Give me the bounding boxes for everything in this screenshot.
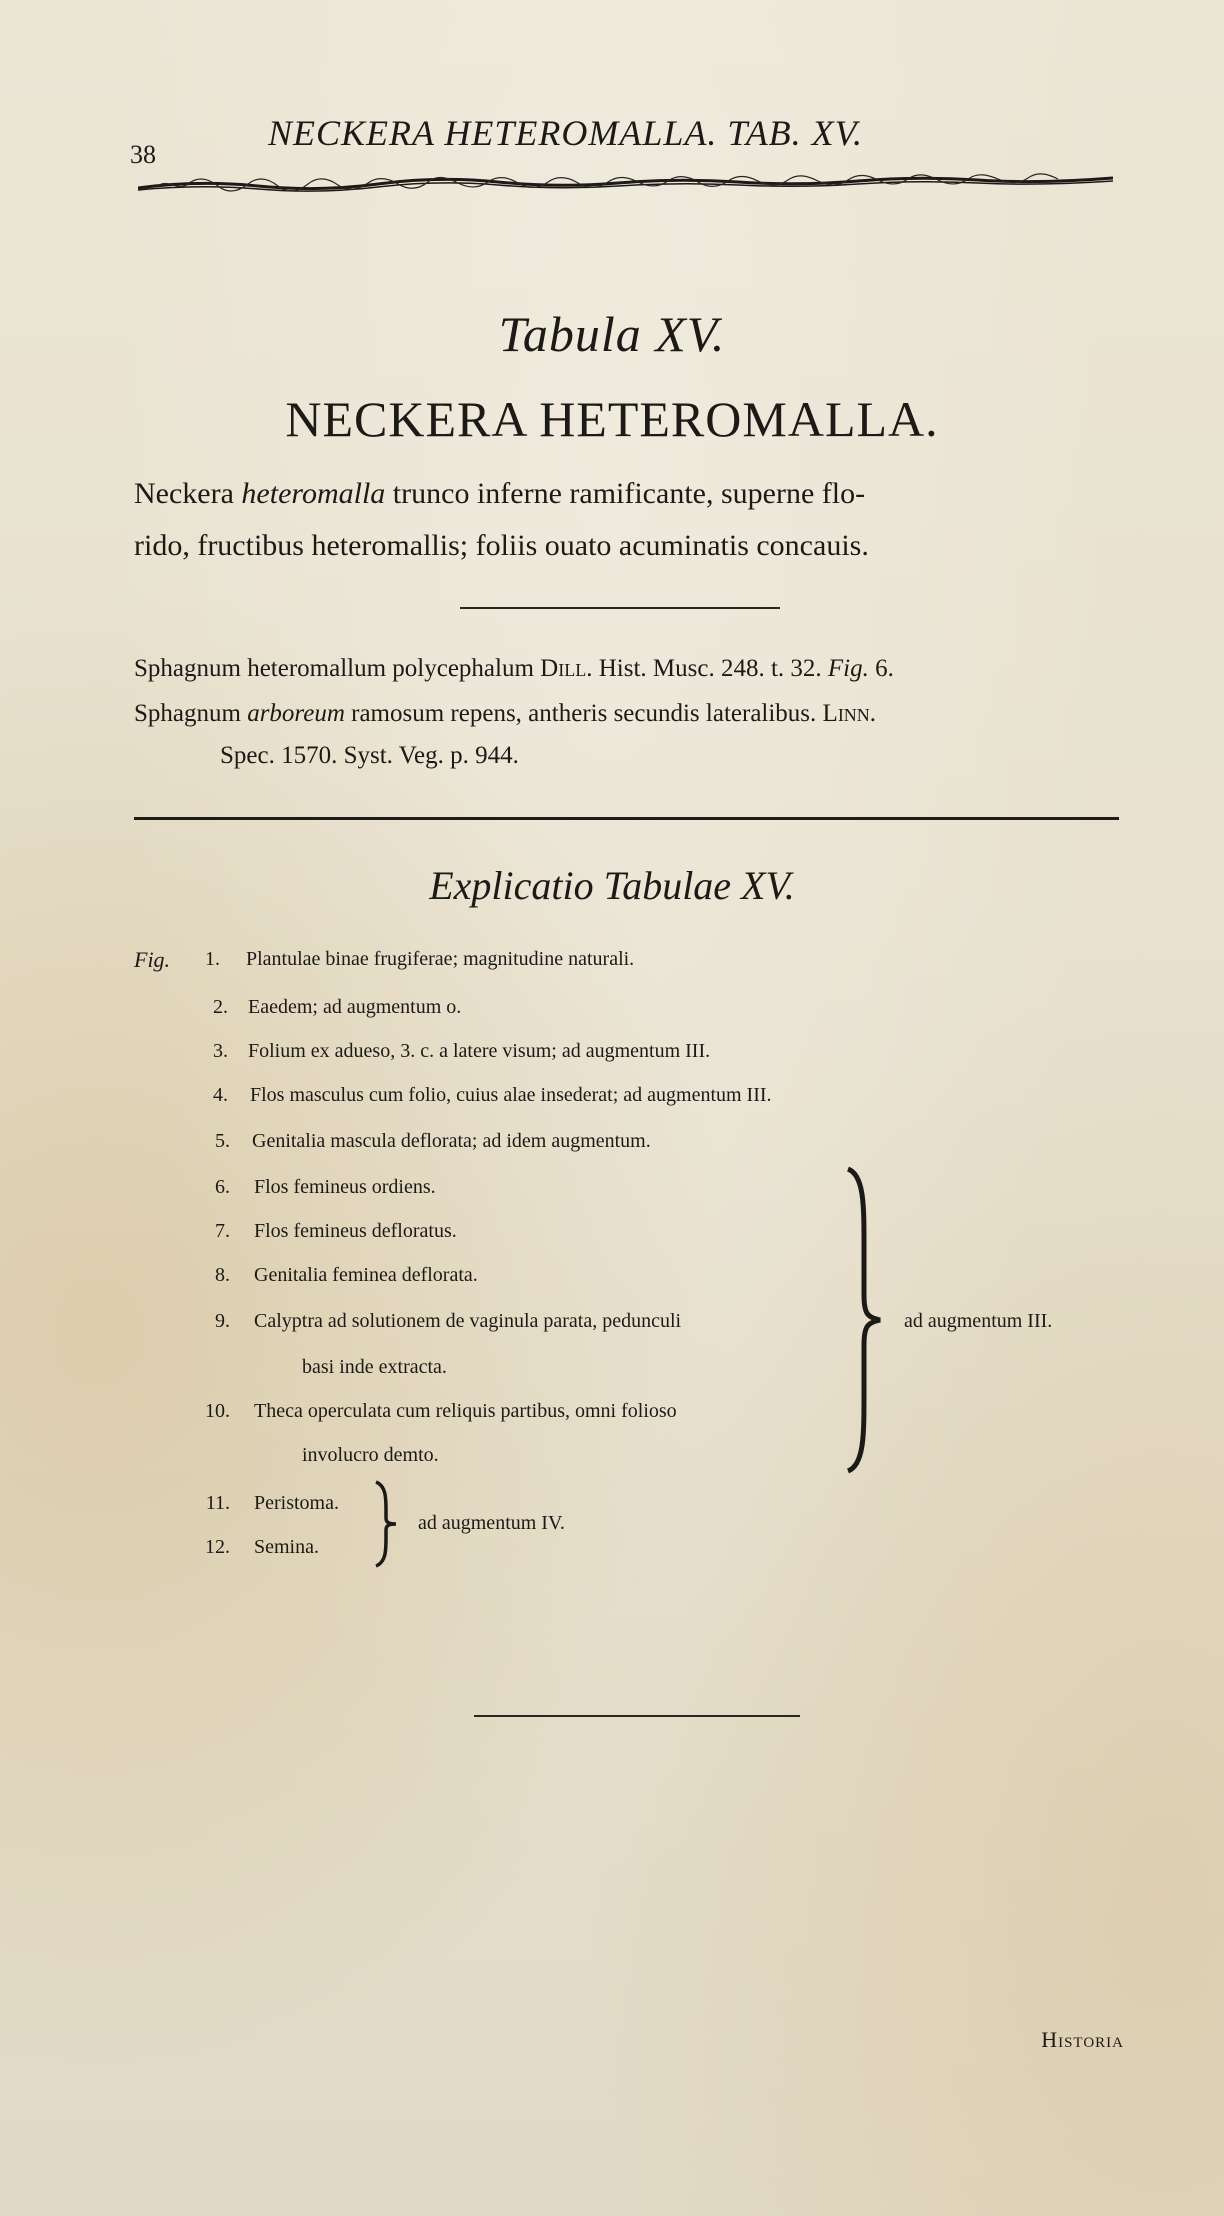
- fig-description-continued: basi inde extracta.: [302, 1356, 447, 1378]
- fig-number: 1.: [205, 948, 220, 970]
- fig-number: 11.: [205, 1492, 230, 1514]
- fig-description: Genitalia mascula deflorata; ad idem augmentum.: [252, 1130, 651, 1152]
- fig-description-continued: involucro demto.: [302, 1444, 439, 1466]
- diagnosis-line-2: rido, fructibus heteromallis; foliis ouato acuminatis concauis.: [134, 529, 869, 562]
- fig-number: 4.: [213, 1084, 228, 1106]
- brace-small: [372, 1478, 402, 1570]
- fig-description: Folium ex adueso, 3. c. a latere visum; ad augmentum III.: [248, 1040, 711, 1062]
- brace-label-6-10: ad augmentum III.: [904, 1310, 1053, 1332]
- fig-number: 10.: [205, 1400, 230, 1422]
- fig-number: 2.: [213, 996, 228, 1018]
- page-number: 38: [130, 140, 156, 169]
- fig-number: 12.: [205, 1536, 230, 1558]
- fig-description: Theca operculata cum reliquis partibus, omni folioso: [254, 1400, 677, 1422]
- fig-number: 6.: [215, 1176, 230, 1198]
- species-title: NECKERA HETEROMALLA.: [285, 391, 939, 447]
- fig-description: Flos masculus cum folio, cuius alae insederat; ad augmentum III.: [250, 1084, 772, 1106]
- synonym-line-2: Sphagnum arboreum ramosum repens, antheris secundis lateralibus. Linn.: [134, 700, 877, 727]
- fig-label: Fig.: [134, 947, 171, 972]
- synonym-line-1: Sphagnum heteromallum polycephalum Dill. Hist. Musc. 248. t. 32. Fig. 6.: [134, 655, 894, 682]
- explicatio-title: Explicatio Tabulae XV.: [429, 863, 795, 908]
- fig-number: 7.: [215, 1220, 230, 1242]
- fig-description: Semina.: [254, 1536, 319, 1558]
- fig-description: Peristoma.: [254, 1492, 339, 1514]
- tabula-title: Tabula XV.: [498, 306, 726, 362]
- fig-description: Flos femineus defloratus.: [254, 1220, 457, 1242]
- synonym-line-3: Spec. 1570. Syst. Veg. p. 944.: [220, 742, 519, 769]
- short-rule-1: [460, 607, 780, 609]
- fig-description: Eaedem; ad augmentum o.: [248, 996, 462, 1018]
- brace-large: [840, 1165, 890, 1475]
- fig-description: Calyptra ad solutionem de vaginula parata, pedunculi: [254, 1310, 682, 1332]
- brace-label-11-12: ad augmentum IV.: [418, 1512, 565, 1534]
- section-rule: [134, 817, 1119, 820]
- short-rule-2: [474, 1715, 800, 1717]
- fig-number: 5.: [215, 1130, 230, 1152]
- running-title: NECKERA HETEROMALLA. TAB. XV.: [268, 113, 864, 153]
- fig-number: 8.: [215, 1264, 230, 1286]
- fig-number: 9.: [215, 1310, 230, 1332]
- header-ornament-rule: [138, 170, 1113, 194]
- catchword: Historia: [1041, 2027, 1124, 2052]
- fig-description: Flos femineus ordiens.: [254, 1176, 436, 1198]
- fig-number: 3.: [213, 1040, 228, 1062]
- fig-description: Plantulae binae frugiferae; magnitudine naturali.: [246, 948, 635, 970]
- fig-description: Genitalia feminea deflorata.: [254, 1264, 478, 1286]
- diagnosis-line-1: Neckera heteromalla trunco inferne ramificante, superne flo-: [134, 477, 866, 510]
